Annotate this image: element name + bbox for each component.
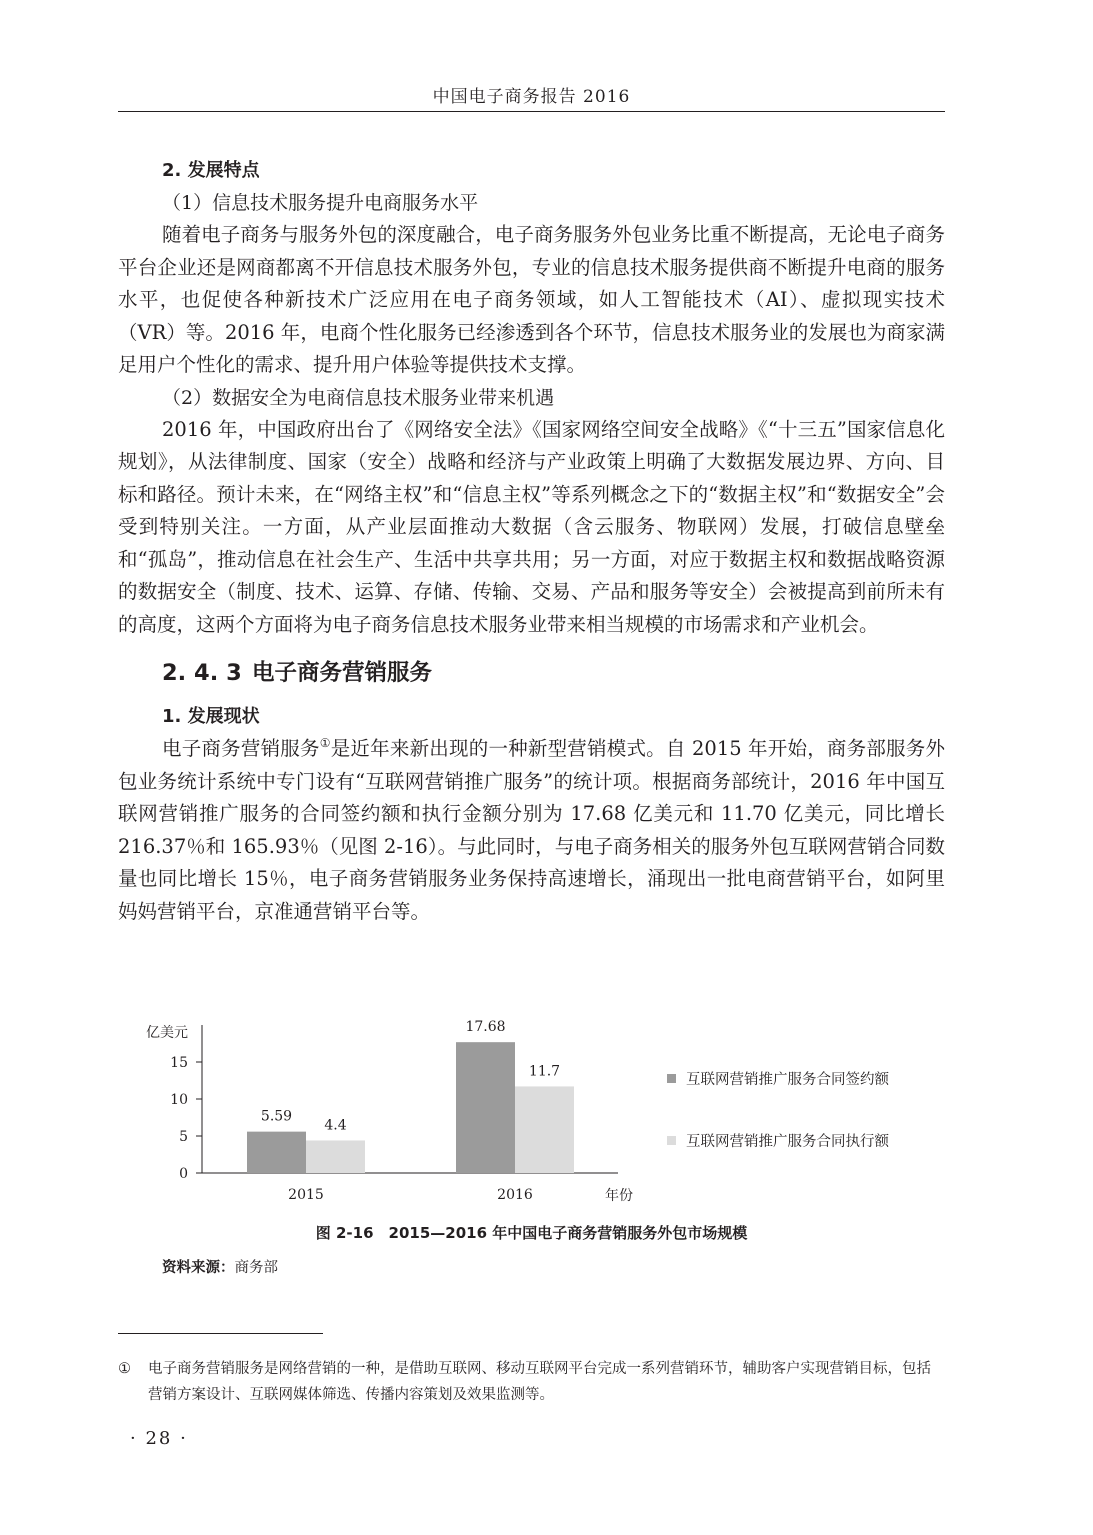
data-label: 11.7 [528,1063,561,1080]
legend-swatch [667,1136,676,1145]
figure-caption: 图 2-16 2015—2016 年中国电子商务营销服务外包市场规模 [315,1224,748,1242]
source-note [162,1256,278,1277]
section-number: 2. 4. 3 [162,660,242,686]
footnote-mark: ① [118,1361,131,1377]
data-label: 4.4 [324,1117,347,1134]
data-label: 17.68 [465,1019,506,1036]
page-number: · 28 · [130,1428,188,1449]
footnote [118,1356,945,1408]
x-axis-unit-label: 年份 [605,1188,633,1204]
body-text [118,155,945,928]
features-paragraph-2: 2016 年，中国政府出台了《网络安全法》《国家网络空间安全战略》《“十三五”国家信息化规划》，从法律制度、国家（安全）战略和经济与产业政策上明确了大数据发展边界、方向、目标和路径。预计未来，在“网络主权”和“信息主权”等系列概念之下的“数据主权”和“数据安全”会受到特别关注。一方面，从产业层面推动大数据（含云服务、物联网）发展，打破信息壁垒和“孤岛”，推动信息在社会生产、生活中共享共用；另一方面，对应于数据主权和数据战略资源的数据安全（制度、技术、运算、存储、传输、交易、产品和服务等安全）会被提高到前所未有的高度，这两个方面将为电子商务信息技术服务业带来相当规模的市场需求和产业机会。 [118,417,945,636]
status-heading: 1. 发展现状 [162,706,260,727]
footnote-reference[interactable]: ① [319,736,331,750]
x-tick-label: 2016 [497,1187,533,1203]
source-text: 商务部 [234,1260,278,1276]
header-divider [118,111,945,112]
legend-label: 互联网营销推广服务合同执行额 [686,1134,889,1150]
status-paragraph-rest: 是近年来新出现的一种新型营销模式。自 2015 年开始，商务部服务外包业务统计系统中专门设有“互联网营销推广服务”的统计项。根据商务部统计，2016 年中国互联网营销推广服务的合同签约额和执行金额分别为 17.68 亿美元和 11.70 亿美元，同比增长 216.37％和 165.93％（见图 2-16）。与此同时，与电子商务相关的服务外包互联网营销合同数量也同比增长 15％，电子商务营销服务业务保持高速增长，涌现出一批电商营销平台，如阿里妈妈营销平台，京准通营销平台等。 [118,737,945,923]
y-tick-label: 10 [170,1092,188,1108]
y-axis-unit-label: 亿美元 [146,1025,188,1041]
y-tick-label: 15 [170,1055,188,1071]
bar [456,1042,515,1173]
footnote-text: 电子商务营销服务是网络营销的一种，是借助互联网、移动互联网平台完成一系列营销环节，辅助客户实现营销目标，包括营销方案设计、互联网媒体筛选、传播内容策划及效果监测等。 [148,1361,931,1403]
y-tick-label: 0 [179,1166,188,1182]
bar [515,1086,574,1173]
features-paragraph-1: 随着电子商务与服务外包的深度融合，电子商务服务外包业务比重不断提高，无论电子商务平台企业还是网商都离不开信息技术服务外包，专业的信息技术服务提供商不断提升电商的服务水平，也促使各种新技术广泛应用在电子商务领域，如人工智能技术（AI）、虚拟现实技术（VR）等。2016 年，电商个性化服务已经渗透到各个环节，信息技术服务业的发展也为商家满足用户个性化的需求、提升用户体验等提供技术支撑。 [118,223,945,376]
bar-chart-figure [118,1015,945,1235]
features-subheading-2: （2）数据安全为电商信息技术服务业带来机遇 [162,386,555,409]
x-tick-label: 2015 [288,1187,324,1203]
features-subheading-1: （1）信息技术服务提升电商服务水平 [162,192,479,214]
status-paragraph-start: 电子商务营销服务 [162,737,320,760]
legend-swatch [667,1074,676,1083]
footnote-divider [118,1333,323,1334]
section-title: 电子商务营销服务 [252,660,433,686]
features-heading: 2. 发展特点 [162,160,260,181]
legend-label: 互联网营销推广服务合同签约额 [686,1072,889,1088]
running-header: 中国电子商务报告 2016 [432,87,631,107]
data-label: 5.59 [260,1108,293,1125]
status-paragraph [118,733,945,928]
bar [306,1140,365,1173]
y-tick-label: 5 [179,1129,188,1145]
bar [247,1132,306,1173]
section-heading [162,655,945,691]
bar-chart [118,1015,945,1235]
source-label: 资料来源： [162,1260,235,1276]
